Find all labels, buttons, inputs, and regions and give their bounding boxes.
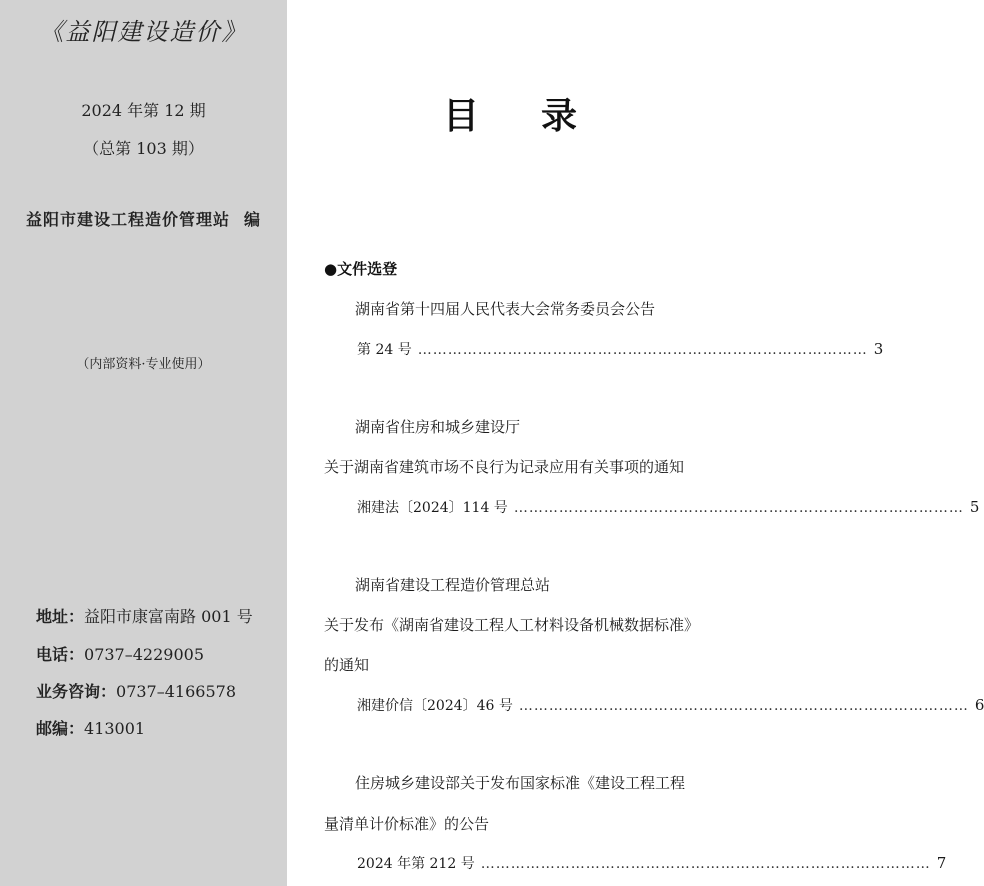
editor-line [0, 207, 287, 230]
toc-entry-line[interactable]: 湖南省第十四届人民代表大会常务委员会公告 [355, 300, 656, 318]
leader-dots: ……………………………………………………………………………… [513, 500, 964, 516]
section-heading: ●文件选登 [324, 260, 398, 278]
total-issue-number: （总第 103 期） [83, 139, 204, 158]
toc-title [443, 88, 577, 139]
doc-number: 2024 年第 212 号 [357, 856, 475, 872]
page-number: 3 [873, 340, 884, 358]
contact-value: 413001 [84, 719, 146, 738]
issue-number: 2024 年第 12 期 [81, 101, 206, 120]
toc-entry-ref[interactable] [357, 695, 984, 715]
toc-entry-ref[interactable] [357, 853, 947, 873]
contact-value: 0737–4166578 [116, 682, 236, 701]
contact-label: 业务咨询： [36, 682, 117, 701]
contact-value: 0737–4229005 [84, 645, 204, 664]
contact-address [36, 604, 253, 627]
editor-name: 益阳市建设工程造价管理站 [25, 210, 230, 229]
page-number: 7 [936, 854, 947, 872]
contact-phone [36, 642, 204, 665]
toc-entry-line[interactable]: 的通知 [324, 656, 370, 674]
toc-title-char: 目 [443, 96, 480, 137]
contact-consult [36, 679, 236, 702]
toc-entry-line[interactable]: 湖南省建设工程造价管理总站 [355, 576, 551, 594]
internal-note: （内部资料·专业使用） [76, 357, 211, 372]
toc-entry-ref[interactable] [357, 497, 980, 517]
toc-entry-line[interactable]: 住房城乡建设部关于发布国家标准《建设工程工程 [355, 774, 686, 792]
doc-number: 湘建价信〔2024〕46 号 [357, 698, 513, 714]
page-number: 6 [974, 696, 984, 714]
editor-suffix: 编 [244, 210, 262, 229]
doc-number: 第 24 号 [357, 342, 412, 358]
toc-entry-line[interactable]: 湖南省住房和城乡建设厅 [355, 418, 521, 436]
toc-entry-line[interactable]: 关于发布《湖南省建设工程人工材料设备机械数据标准》 [324, 616, 700, 634]
leader-dots: ……………………………………………………………………………… [417, 342, 868, 358]
contact-postcode [36, 716, 145, 739]
magazine-title: 《益阳建设造价》 [39, 18, 248, 46]
contact-label: 邮编： [36, 719, 85, 738]
toc-entry-line[interactable]: 关于湖南省建筑市场不良行为记录应用有关事项的通知 [324, 458, 685, 476]
toc-entry-ref[interactable] [357, 339, 884, 359]
page-number: 5 [969, 498, 980, 516]
contact-label: 地址： [36, 607, 85, 626]
cover-panel [0, 0, 287, 886]
leader-dots: ……………………………………………………………………………… [480, 856, 931, 872]
leader-dots: ……………………………………………………………………………… [518, 698, 969, 714]
doc-number: 湘建法〔2024〕114 号 [357, 500, 508, 516]
contact-label: 电话： [36, 645, 85, 664]
toc-title-char: 录 [541, 96, 578, 137]
contact-value: 益阳市康富南路 001 号 [84, 607, 253, 626]
toc-entry-line[interactable]: 量清单计价标准》的公告 [324, 815, 490, 833]
